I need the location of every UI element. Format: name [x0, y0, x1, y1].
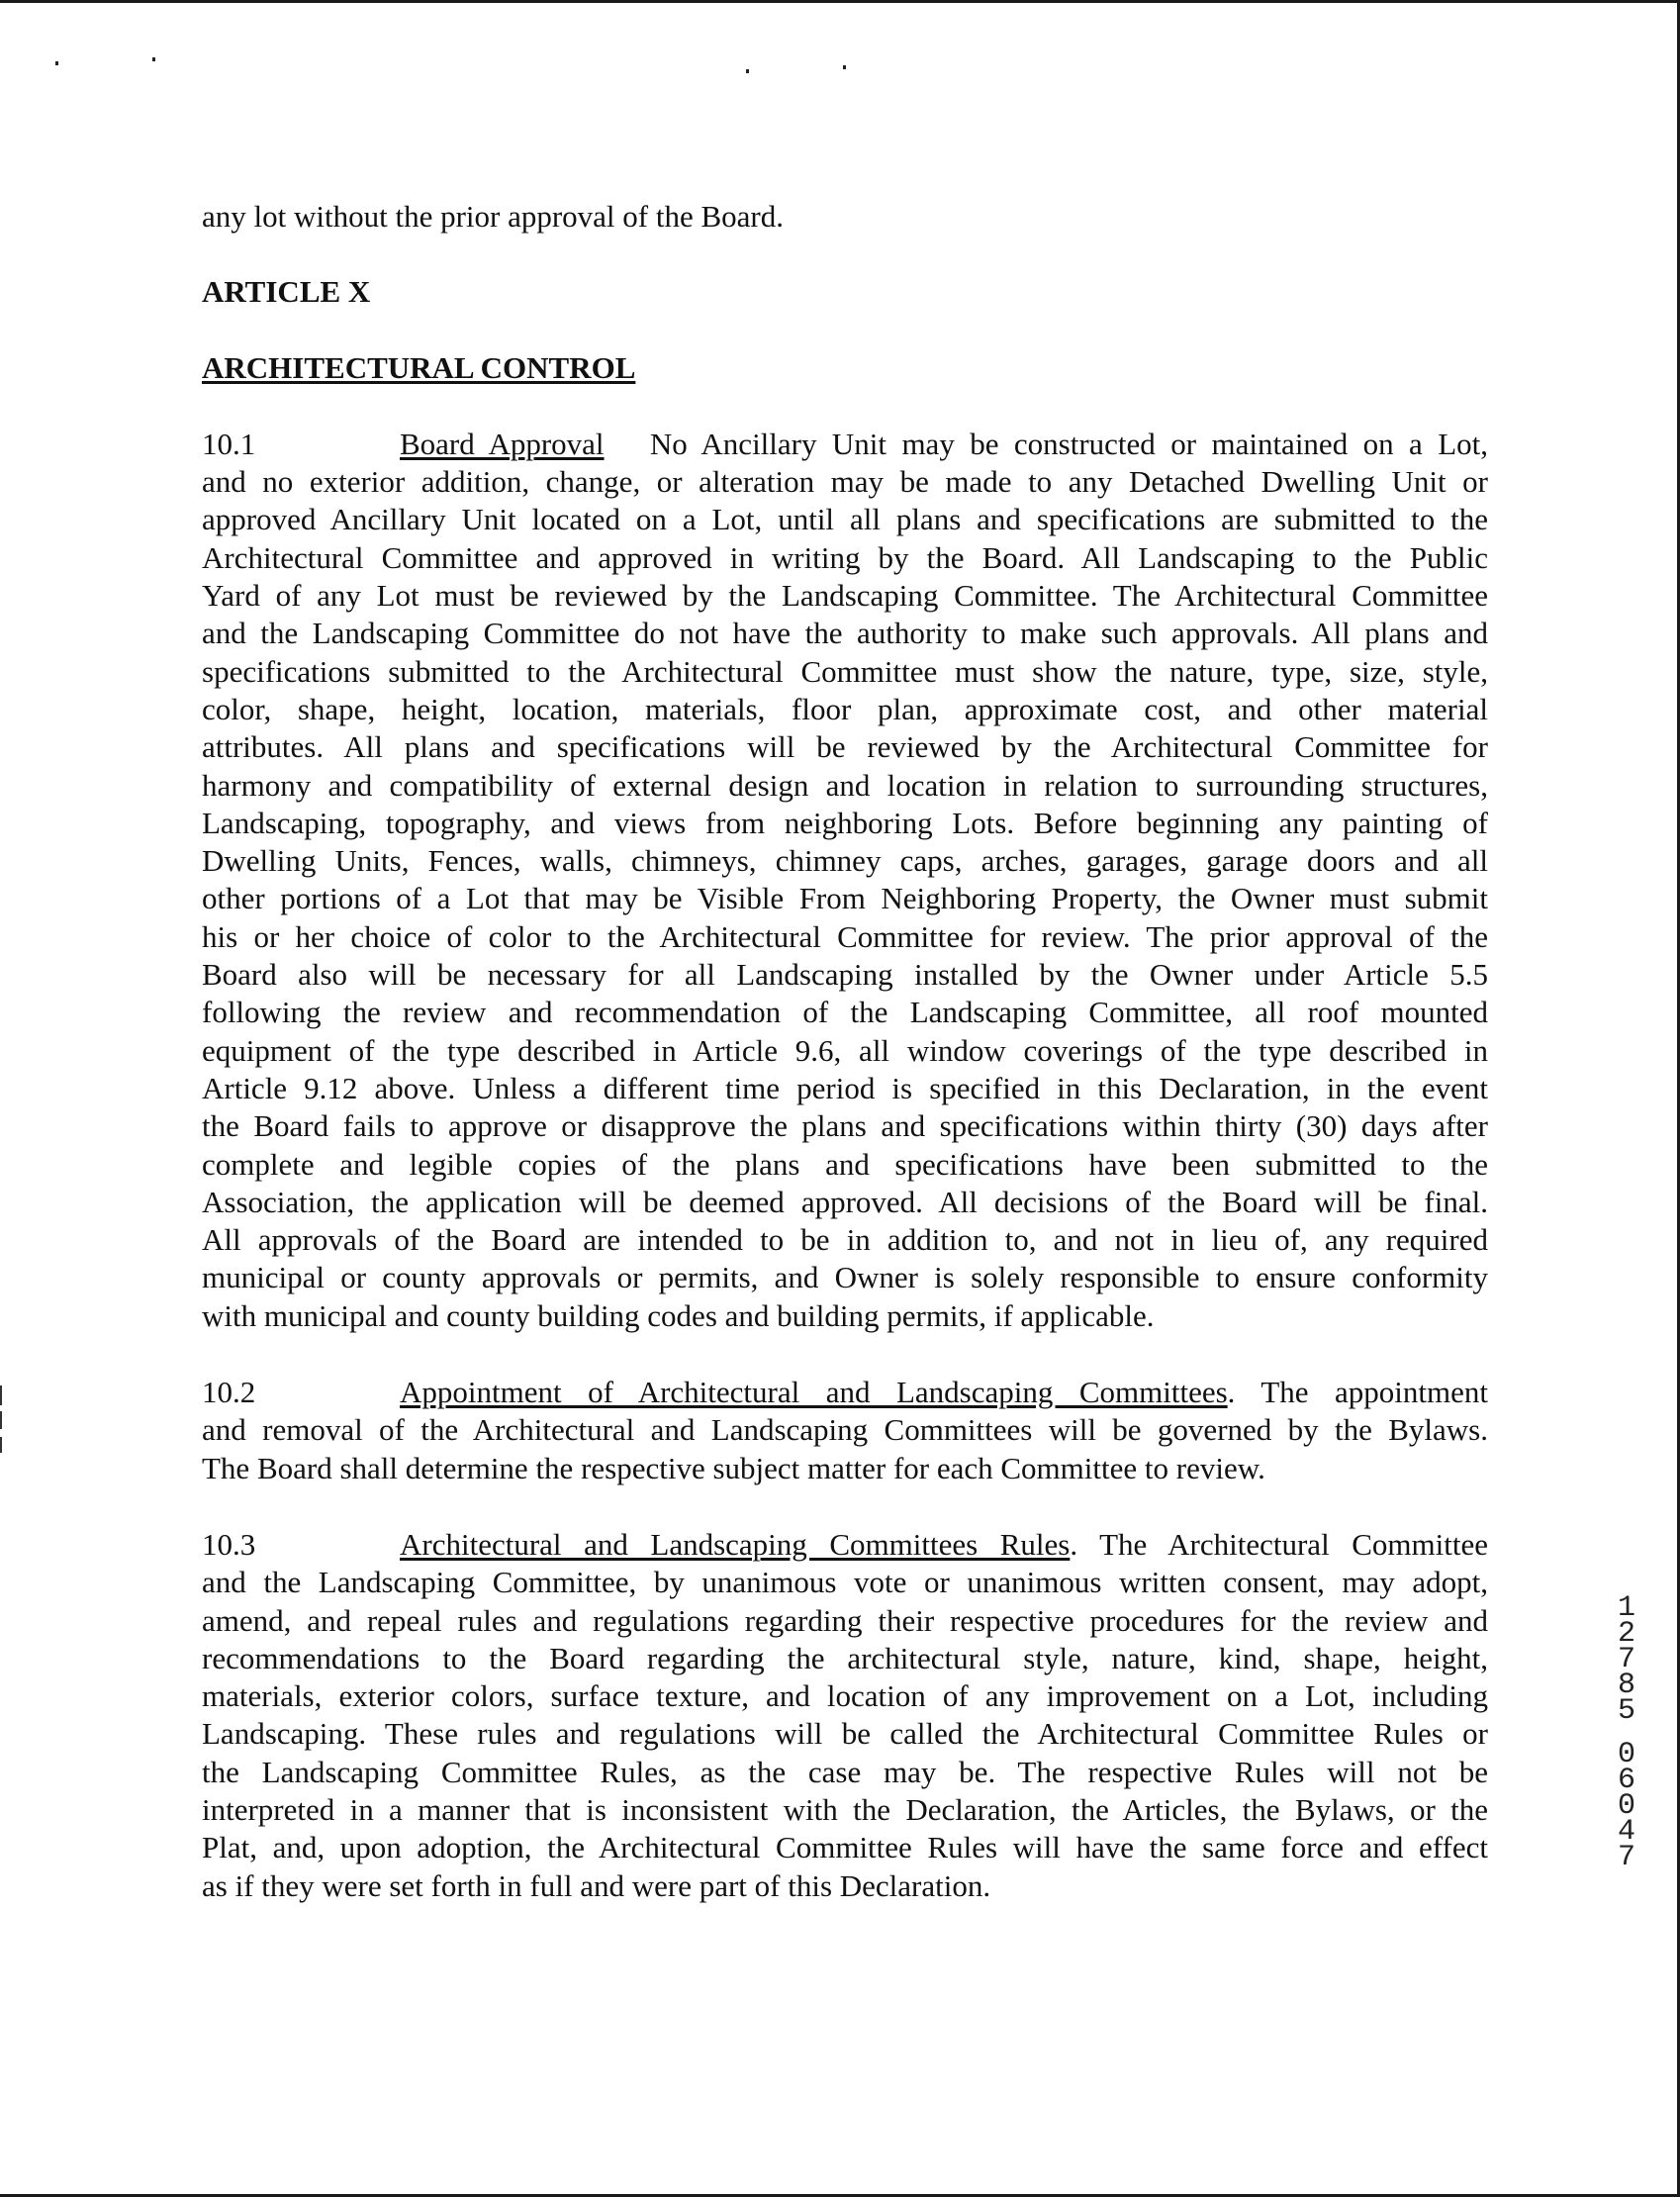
side-digit: 6	[1617, 1764, 1635, 1797]
section-line: Landscaping. These rules and regulations will be called the Architectural Committee Rules or	[202, 1716, 1488, 1752]
section-10-2	[202, 1374, 1488, 1487]
article-title: ARCHITECTURAL CONTROL	[202, 349, 636, 385]
section-line: as if they were set forth in full and were part of this Declaration.	[202, 1867, 991, 1903]
section-line: amend, and repeal rules and regulations regarding their respective procedures for the review and	[202, 1602, 1488, 1638]
side-digit: 0	[1617, 1789, 1635, 1823]
section-line: color, shape, height, location, materials, floor plan, approximate cost, and other material	[202, 691, 1488, 726]
section-line: his or her choice of color to the Architectural Committee for review. The prior approval of the	[202, 918, 1488, 954]
section-text: No Ancillary Unit may be constructed or maintained on a Lot,	[649, 426, 1489, 461]
scan-edge-mark	[0, 1437, 2, 1453]
section-line: recommendations to the Board regarding the architectural style, nature, kind, shape, height,	[202, 1640, 1488, 1675]
page-border-top	[0, 0, 1680, 3]
section-number: 10.1	[202, 426, 256, 461]
section-10-3	[202, 1526, 1488, 1905]
section-line: harmony and compatibility of external design and location in relation to surrounding structures,	[202, 767, 1488, 803]
section-10-1	[202, 426, 1488, 1335]
side-digit: 2	[1617, 1617, 1635, 1651]
side-digit: 5	[1617, 1694, 1635, 1728]
section-line: Landscaping, topography, and views from neighboring Lots. Before beginning any painting of	[202, 805, 1488, 840]
side-digit: 7	[1617, 1643, 1635, 1676]
section-line: and the Landscaping Committee do not have the authority to make such approvals. All plans and	[202, 616, 1488, 651]
section-line: the Board fails to approve or disapprove the plans and specifications within thirty (30) days after	[202, 1108, 1488, 1144]
section-line: with municipal and county building codes and building permits, if applicable.	[202, 1297, 1155, 1333]
section-line: complete and legible copies of the plans and specifications have been submitted to the	[202, 1146, 1488, 1182]
side-digit: 8	[1617, 1669, 1635, 1702]
scan-speck	[843, 65, 846, 69]
section-line: Association, the application will be deemed approved. All decisions of the Board will be final.	[202, 1184, 1488, 1219]
side-number-group-1	[1613, 1591, 1640, 1728]
section-line	[202, 426, 1488, 463]
section-line: Board also will be necessary for all Landscaping installed by the Owner under Article 5.5	[202, 957, 1488, 993]
section-text: . The appointment	[1227, 1375, 1488, 1410]
section-line: and removal of the Architectural and Landscaping Committees will be governed by the Bylaws.	[202, 1412, 1488, 1448]
side-number-group-2	[1613, 1738, 1640, 1874]
section-line: approved Ancillary Unit located on a Lot, until all plans and specifications are submitted to the	[202, 502, 1488, 537]
section-line: All approvals of the Board are intended to be in addition to, and not in lieu of, any required	[202, 1222, 1488, 1258]
section-line: Article 9.12 above. Unless a different time period is specified in this Declaration, in the event	[202, 1070, 1488, 1105]
section-number: 10.3	[202, 1526, 256, 1562]
section-title: Architectural and Landscaping Committees Rules	[400, 1526, 1071, 1562]
side-digit: 0	[1617, 1738, 1635, 1771]
scan-edge-mark	[0, 1411, 2, 1429]
section-line: equipment of the type described in Article 9.6, all window coverings of the type described in	[202, 1032, 1488, 1068]
scan-speck	[55, 61, 58, 65]
side-digit: 4	[1617, 1815, 1635, 1849]
section-text: . The Architectural Committee	[1070, 1526, 1488, 1562]
section-number: 10.2	[202, 1375, 256, 1410]
side-digit: 1	[1617, 1591, 1635, 1625]
section-title: Board Approval	[400, 426, 605, 461]
section-line	[202, 1374, 1488, 1411]
section-line: Architectural Committee and approved in writing by the Board. All Landscaping to the Public	[202, 539, 1488, 575]
section-line: and no exterior addition, change, or alteration may be made to any Detached Dwelling Unit or	[202, 464, 1488, 500]
side-digit: 7	[1617, 1841, 1635, 1874]
section-line: Plat, and, upon adoption, the Architectural Committee Rules will have the same force and effect	[202, 1830, 1488, 1865]
section-line: the Landscaping Committee Rules, as the case may be. The respective Rules will not be	[202, 1754, 1488, 1789]
section-line: interpreted in a manner that is inconsistent with the Declaration, the Articles, the Bylaws, or the	[202, 1791, 1488, 1827]
section-line	[202, 1526, 1488, 1564]
document-body	[202, 198, 1488, 1905]
section-line: following the review and recommendation of the Landscaping Committee, all roof mounted	[202, 995, 1488, 1030]
intro-line: any lot without the prior approval of the Board.	[202, 199, 785, 234]
section-line: materials, exterior colors, surface texture, and location of any improvement on a Lot, including	[202, 1678, 1488, 1714]
section-line: specifications submitted to the Architectural Committee must show the nature, type, size, style,	[202, 653, 1488, 689]
section-line: Yard of any Lot must be reviewed by the Landscaping Committee. The Architectural Committee	[202, 578, 1488, 614]
article-number: ARTICLE X	[202, 274, 371, 310]
section-line: municipal or county approvals or permits, and Owner is solely responsible to ensure conformity	[202, 1260, 1488, 1295]
scan-edge-mark	[0, 1385, 2, 1405]
section-line: and the Landscaping Committee, by unanimous vote or unanimous written consent, may adopt,	[202, 1565, 1488, 1600]
section-line: The Board shall determine the respective subject matter for each Committee to review.	[202, 1450, 1265, 1485]
section-line: Dwelling Units, Fences, walls, chimneys, chimney caps, arches, garages, garage doors and all	[202, 843, 1488, 879]
section-title: Appointment of Architectural and Landscaping Committees	[400, 1375, 1228, 1410]
section-line: other portions of a Lot that may be Visible From Neighboring Property, the Owner must submit	[202, 881, 1488, 916]
scan-speck	[746, 69, 749, 73]
scan-speck	[152, 57, 155, 61]
section-line: attributes. All plans and specifications will be reviewed by the Architectural Committee for	[202, 729, 1488, 765]
